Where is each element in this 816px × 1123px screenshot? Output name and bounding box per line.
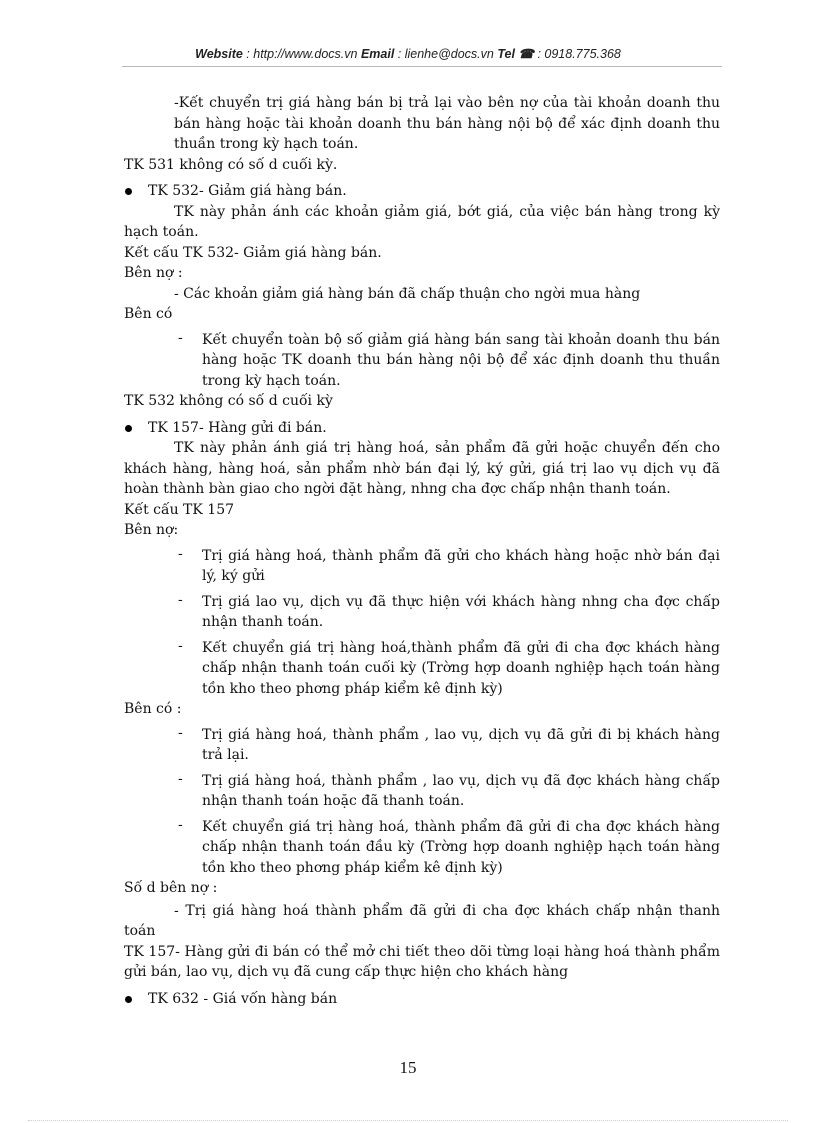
dash-item (124, 725, 720, 766)
header-divider (122, 66, 722, 67)
dash-item (124, 638, 720, 700)
dash-item-text: Kết chuyển toàn bộ số giảm giá hàng bán sang tài khoản doanh thu bán hàng hoặc TK doanh thu bán hàng nội bộ để xác định doanh thu thuần trong kỳ hạch toán. (202, 331, 720, 389)
dash-item (124, 330, 720, 392)
dash-item-text: Trị giá lao vụ, dịch vụ đã thực hiện với khách hàng nhng cha đợc chấp nhận thanh toán. (202, 593, 720, 630)
tel-label: Tel ☎ (497, 47, 534, 61)
dash-icon: - (178, 637, 183, 654)
paragraph: Số d bên nợ : (124, 880, 218, 896)
email-label: Email (360, 47, 395, 61)
dash-icon: - (178, 545, 183, 562)
paragraph: Bên nợ : (124, 265, 183, 281)
paragraph: Bên có (124, 306, 173, 322)
bullet-item (124, 418, 720, 439)
dash-item (124, 546, 720, 587)
paragraph: - Trị giá hàng hoá thành phẩm đã gửi đi cha đợc khách chấp nhận thanh toán (124, 902, 720, 939)
email-value: : lienhe@docs.vn (394, 47, 498, 61)
paragraph: - Các khoản giảm giá hàng bán đã chấp thuận cho ngời mua hàng (174, 285, 641, 302)
document-body (124, 93, 720, 1009)
bullet-text: TK 157- Hàng gửi đi bán. (148, 419, 327, 436)
bullet-text: TK 532- Giảm giá hàng bán. (148, 183, 347, 199)
website-value: : http://www.docs.vn (242, 47, 361, 61)
dash-item (124, 592, 720, 633)
paragraph: TK 531 không có số d cuối kỳ. (124, 156, 338, 173)
dash-item (124, 771, 720, 812)
paragraph: Bên nợ: (124, 522, 179, 538)
footer-divider (28, 1120, 788, 1121)
dash-item-text: Trị giá hàng hoá, thành phẩm , lao vụ, dịch vụ đã gửi đi bị khách hàng trả lại. (202, 726, 720, 763)
dash-icon: - (178, 724, 183, 741)
website-label: Website (195, 47, 243, 61)
paragraph: TK này phản ánh các khoản giảm giá, bớt giá, của việc bán hàng trong kỳ hạch toán. (124, 203, 720, 240)
paragraph: Kết cấu TK 532- Giảm giá hàng bán. (124, 244, 382, 261)
bullet-item (124, 181, 720, 202)
dash-icon: - (178, 770, 183, 787)
bullet-icon (125, 996, 132, 1003)
paragraph: TK này phản ánh giá trị hàng hoá, sản phẩm đã gửi hoặc chuyển đến cho khách hàng, hàng hoá, sản phẩm nhờ bán đại lý, ký gửi, giá trị lao vụ dịch vụ đã hoàn thành bàn giao cho ngời đặt hàng, nhng cha đợc chấp nhận thanh toán. (124, 440, 720, 497)
dash-icon: - (178, 329, 183, 346)
page-number: 15 (399, 1058, 417, 1077)
dash-icon: - (178, 816, 183, 833)
dash-item-text: Trị giá hàng hoá, thành phẩm , lao vụ, dịch vụ đã đợc khách hàng chấp nhận thanh toán hoặc đã thanh toán. (202, 772, 720, 809)
dash-item-text: Kết chuyển giá trị hàng hoá,thành phẩm đã gửi đi cha đợc khách hàng chấp nhận thanh toán cuối kỳ (Trờng hợp doanh nghiệp hạch toán hàng tồn kho theo phơng pháp kiểm kê định kỳ) (202, 639, 720, 697)
dash-icon: - (178, 591, 183, 608)
bullet-item (124, 989, 720, 1010)
dash-item (124, 817, 720, 879)
bullet-icon (125, 425, 132, 432)
paragraph: TK 532 không có số d cuối kỳ (124, 393, 333, 409)
dash-item-text: Kết chuyển giá trị hàng hoá, thành phẩm đã gửi đi cha đợc khách hàng chấp nhận thanh toán đầu kỳ (Trờng hợp doanh nghiệp hạch toán hàng tồn kho theo phơng pháp kiểm kê định kỳ) (202, 818, 720, 876)
bullet-icon (125, 188, 132, 195)
dash-item-text: Trị giá hàng hoá, thành phẩm đã gửi cho khách hàng hoặc nhờ bán đại lý, ký gửi (202, 547, 720, 584)
tel-value: : 0918.775.368 (533, 47, 621, 61)
bullet-text: TK 632 - Giá vốn hàng bán (148, 990, 338, 1007)
paragraph: -Kết chuyển trị giá hàng bán bị trả lại vào bên nợ của tài khoản doanh thu bán hàng hoặc tài khoản doanh thu bán hàng nội bộ để xác định doanh thu thuần trong kỳ hạch toán. (174, 95, 720, 152)
paragraph: TK 157- Hàng gửi đi bán có thể mở chi tiết theo dõi từng loại hàng hoá thành phẩm gửi bán, lao vụ, dịch vụ đã cung cấp thực hiện cho khách hàng (124, 943, 720, 980)
paragraph: Bên có : (124, 701, 182, 717)
page-header (0, 46, 816, 61)
paragraph: Kết cấu TK 157 (124, 501, 235, 518)
